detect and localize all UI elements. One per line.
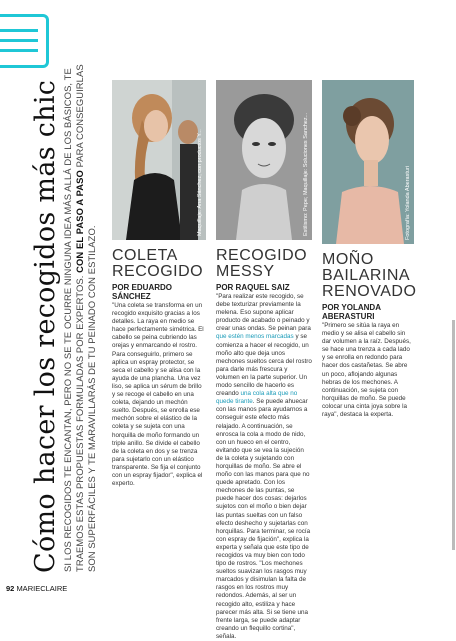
page-intro [62,52,98,572]
menu-icon[interactable] [0,14,49,68]
intro-text-a: SI LOS RECOGIDOS TE ENCANTAN, PERO NO SE TE OCURRE NINGUNA IDEA MÁS ALLÁ DE LOS BÁSICOS, TE TRAEMOS ESTAS PROPUESTAS FORMULADAS POR EXPERTOS. [62,68,85,572]
intro-text-bold: CON EL PASO A PASO [74,170,85,273]
photo-credit: Fotografía: Yolanda Aberasturi [405,166,411,240]
article-coleta [112,80,206,488]
article-body: "Primero se sitúa la raya en medio y se alisa el cabello sin dar volumen a la raíz. Después, se hace una trenza a cada lado y se enrolla en redondo para hacer dos castañetas. Se abre un poco, aflojando algunas hebras de los mechones. A continuación, se sujeta con horquillas de moño. Se puede colocar una cinta joya sobre la raya", destaca la experta. [322,322,411,419]
highlight-text: una cola alta que no quede tirante [216,390,298,406]
article-bailarina [322,80,417,419]
magazine-name: MARIECLAIRE [16,584,68,593]
article-heading: RECOGIDO MESSY [216,247,308,280]
article-byline: POR RAQUEL SAIZ [216,283,290,292]
body-part: "Para realizar este recogido, se debe texturizar previamente la melena. Eso supone aplicar producto de acabado o peinado y crear unas ondas. Se peinan para [216,293,311,333]
photo-bailarina [322,80,414,244]
scrollbar[interactable] [452,320,455,550]
article-byline: POR YOLANDA ABERASTURI [322,303,381,321]
article-heading: COLETA RECOGIDO [112,247,204,280]
intro-text-c: PARA CONSEGUIRLAS SON SUPERFÁCILES Y TE MARAVILLARÁS DE TU PEINADO CON ESTILAZO. [74,64,97,572]
page-title: Cómo hacer los recogidos más chic [30,79,61,573]
photo-messy [216,80,312,240]
page-number: 92 [6,584,15,593]
article-body [216,293,312,641]
body-part: . Se puede ahuecar con las manos para ayudarnos a conseguir este efecto más relajado. A continuación, se enrosca la cola a modo de nido, con un hueco en el centro, evitando que se vea la sujeción de la coleta y sujetando con horquillas de moño. Se abre el moño con las manos para que no quede apretado. Con los mechones de las puntas, se puede hacer dos cosas: dejarlos sujetos con el moño o bien dejar las puntas sueltas con un falso efecto deshecho y sujetarlas con horquillas. Para terminar, se rocía con espray de fijación", explica la experta y señala que este tipo de recogidos va muy bien con todo tipo de rostros. "Los mechones sueltos suavizan los rasgos muy marcados y disimulan la falta de rasgos en los rostros muy redondos. Además, al ser un recogido alto, estiliza y hace parecer más alta. Si se tiene una frente larga, se puede adaptar creando un flequillo cortina", señala. [216,398,311,640]
photo-credit: Estilismo: Pepe; Maquillaje: Soluciones Sanchez... [303,112,309,236]
highlight-text: que estén menos marcadas [216,333,294,341]
article-byline: POR EDUARDO SÁNCHEZ [112,283,173,301]
photo-credit: Maquillaje: Ana Sánchez, con productos Y... [197,129,203,236]
body-part: y se comienza a hacer el recogido, un moño alto que deja unos mechones sueltos cerca del rostro para darle más frescura y volumen en la parte superior. Un modo sencillo de hacerlo es creando [216,333,312,398]
article-messy [216,80,312,641]
page-footer [6,584,67,593]
article-heading: MOÑO BAILARINA RENOVADO [322,251,417,300]
photo-coleta [112,80,206,240]
article-body: "Una coleta se transforma en un recogido exquisito gracias a los detalles. La raya en medio se hace perfectamente simétrica. El cabello se peina cubriendo las orejas y enmarcando el rostro. Para conseguirlo, primero se aplica un espray protector, se seca el cabello y se alisa con la ayuda de una plancha. Una vez liso, se aplica un sérum de brillo y se recoge el cabello en una coleta, dejando un mechón suelto. Después, se enrolla ese mechón sobre el elástico de la coleta y se sujeta con una horquilla de moño formando un triple anillo. Se divide el cabello de la coleta en dos y se trenza para sujetarlo con un elástico transparente. Se fija el conjunto con un espray fijador", explica el experto. [112,302,204,488]
